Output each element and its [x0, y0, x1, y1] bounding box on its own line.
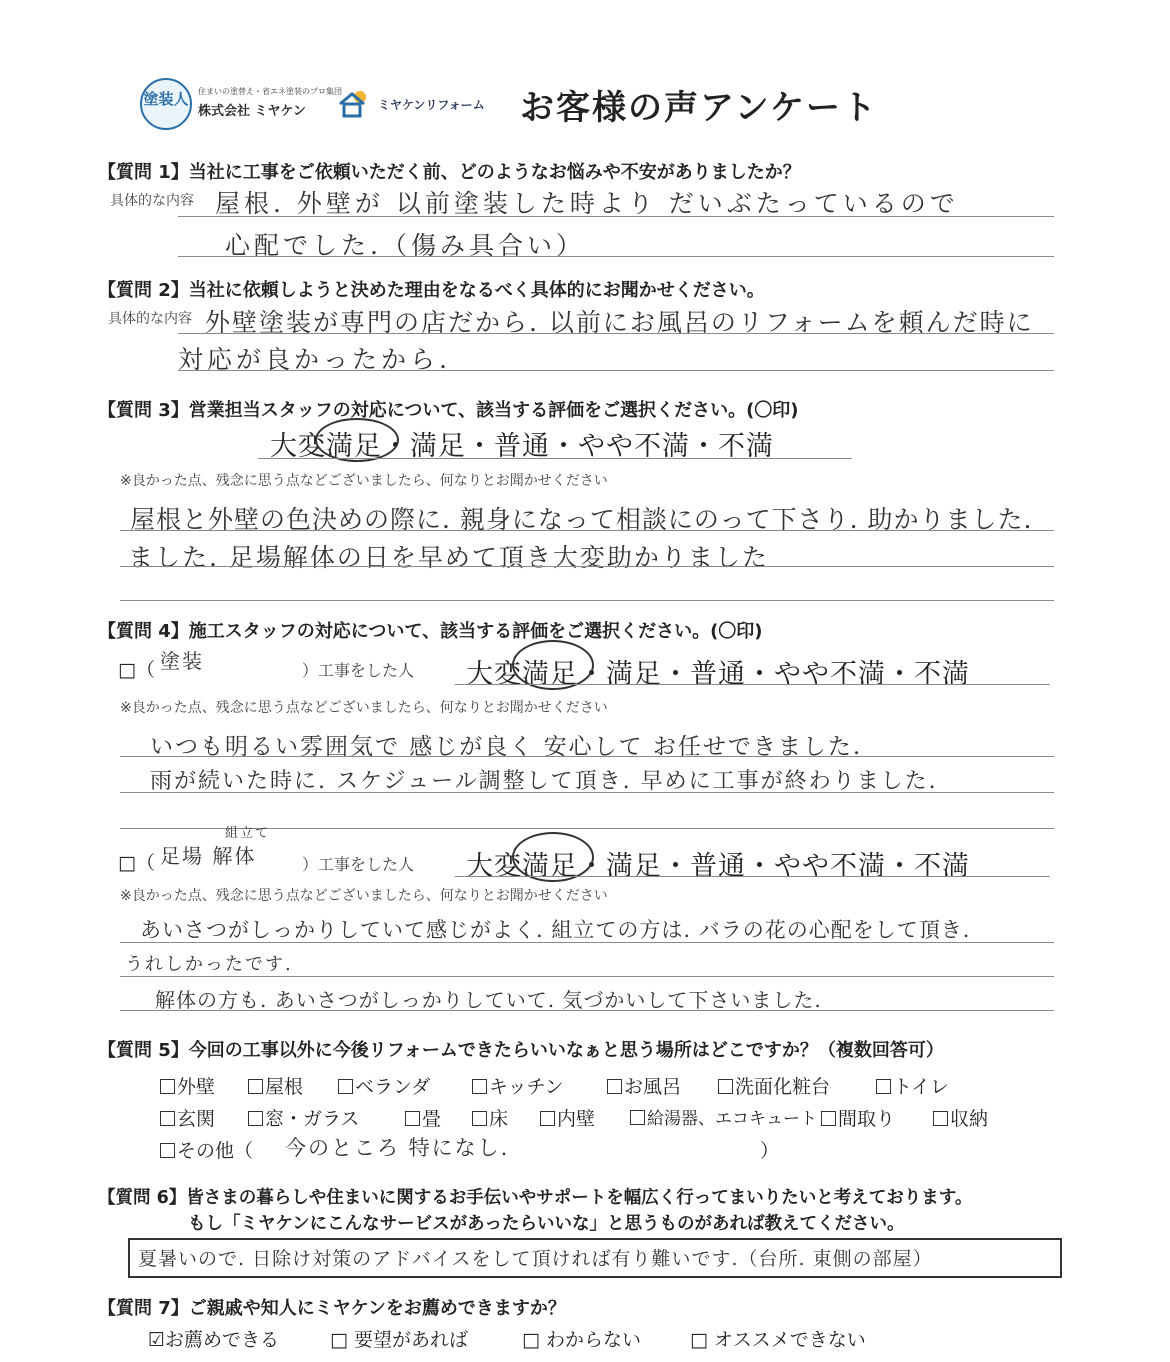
checkbox-icon: [876, 1079, 891, 1094]
q5-option-ofuro[interactable]: [607, 1072, 681, 1099]
q5-option-mado[interactable]: [248, 1104, 359, 1131]
q7-option-recommend[interactable]: ☑お薦めできる: [148, 1329, 280, 1351]
miyaken-logo-badge: [140, 78, 192, 130]
q3-rule-2: [120, 566, 1054, 567]
q5-option-senmen[interactable]: [718, 1072, 830, 1099]
q4-question: 【質問 4】施工スタッフの対応について、該当する評価をご選択ください。(〇印): [98, 621, 763, 642]
q3-selected-circle: [315, 418, 399, 462]
q3-rating-rule: [258, 458, 852, 459]
option-label: 玄関: [177, 1108, 216, 1130]
q7-option-if-requested[interactable]: □ 要望があれば: [330, 1329, 468, 1351]
q5-option-tatami[interactable]: [405, 1104, 441, 1131]
checkbox-icon: [718, 1079, 733, 1094]
q7-option-unsure[interactable]: □ わからない: [522, 1329, 641, 1351]
q6-question-line-2: もし「ミヤケンにこんなサービスがあったらいいな」と思うものがあれば教えてください。: [188, 1214, 905, 1234]
option-label: 間取り: [838, 1108, 896, 1130]
q4-worker2-checkbox[interactable]: □（: [118, 852, 155, 874]
q3-rule-3: [120, 600, 1054, 601]
q5-option-kitchen[interactable]: [472, 1072, 564, 1099]
option-label: 外壁: [177, 1076, 216, 1098]
q1-answer-line-1: 屋根. 外壁が 以前塗装した時より だいぶたっているので: [215, 189, 959, 218]
company-tagline: 住まいの塗替え・省エネ塗装のプロ集団: [198, 87, 342, 96]
q4-worker2-answer-line-2: うれしかったです.: [125, 954, 293, 975]
option-label: 屋根: [265, 1076, 304, 1098]
q4-worker2-name-note: 組立て: [225, 826, 271, 841]
q1-question: 【質問 1】当社に工事をご依頼いただく前、どのようなお悩みや不安がありましたか？: [98, 162, 801, 183]
q5-option-naiheki[interactable]: [540, 1104, 595, 1131]
q4-worker2-rating-scale: 大変満足・満足・普通・やや不満・不満: [466, 851, 970, 882]
q5-other-close-paren: ）: [760, 1140, 780, 1162]
q4-worker1-checkbox[interactable]: □（: [118, 659, 155, 681]
option-label: キッチン: [489, 1076, 564, 1098]
q3-rating-scale: 大変満足・満足・普通・やや不満・不満: [270, 431, 774, 462]
q2-answer-line-1: 外壁塗装が専門の店だから. 以前にお風呂のリフォームを頼んだ時に: [205, 308, 1034, 337]
q5-option-veranda[interactable]: [338, 1072, 430, 1099]
q4-worker1-answer-line-2: 雨が続いた時に. スケジュール調整して頂き. 早めに工事が終わりました.: [150, 769, 938, 794]
option-label: 給湯器、エコキュート: [647, 1109, 817, 1129]
q3-comment-prompt: ※良かった点、残念に思う点などございましたら、何なりとお聞かせください: [120, 473, 608, 489]
checkbox-icon: [933, 1111, 948, 1126]
q5-option-kyutoki[interactable]: [630, 1104, 817, 1129]
header-logos: [140, 78, 520, 128]
q4-worker1-rule-2: [120, 792, 1054, 793]
q6-question-line-1: 【質問 6】皆さまの暮らしや住まいに関するお手伝いやサポートを幅広く行ってまいりたいと考えております。: [98, 1188, 973, 1208]
checkbox-icon: [630, 1110, 645, 1125]
q5-option-other[interactable]: [160, 1136, 253, 1163]
q3-question: 【質問 3】営業担当スタッフの対応について、該当する評価をご選択ください。(〇印): [98, 400, 799, 421]
option-label: 内壁: [557, 1108, 596, 1130]
checkbox-icon: [160, 1143, 175, 1158]
option-label: 畳: [422, 1108, 442, 1130]
q3-answer-line-2: ました. 足場解体の日を早めて頂き大変助かりました: [128, 543, 769, 572]
reform-house-icon: [338, 88, 374, 118]
logo-badge-text: 塗装人: [143, 90, 189, 108]
q4-worker2-name: 足場 解体: [160, 844, 257, 868]
page-title: お客様の声アンケート: [520, 88, 878, 128]
q4-worker1-answer-line-1: いつも明るい雰囲気で 感じが良く 安心して お任せできました.: [150, 734, 863, 760]
checkbox-icon: [540, 1111, 555, 1126]
q4-worker1-selected-circle: [512, 640, 594, 690]
checkbox-icon: [472, 1111, 487, 1126]
q4-worker1-comment-prompt: ※良かった点、残念に思う点などございましたら、何なりとお聞かせください: [120, 700, 608, 716]
q1-rule-2: [178, 256, 1054, 257]
checkbox-icon: [160, 1079, 175, 1094]
q2-concrete-label: 具体的な内容: [108, 311, 192, 327]
q4-worker1-name: 塗装: [160, 649, 204, 673]
q5-option-gaiheki[interactable]: [160, 1072, 215, 1099]
q5-other-value: 今のところ 特になし.: [285, 1136, 510, 1160]
reform-brand-name: ミヤケンリフォーム: [378, 98, 485, 112]
q4-worker2-answer-line-3: 解体の方も. あいさつがしっかりしていて. 気づかいして下さいました.: [155, 988, 822, 1012]
q5-question: 【質問 5】今回の工事以外に今後リフォームできたらいいなぁと思う場所はどこですか？（複数回答可）: [98, 1040, 944, 1061]
q5-option-toilet[interactable]: [876, 1072, 949, 1099]
option-label: トイレ: [893, 1076, 950, 1098]
q4-worker1-rule-1: [120, 756, 1054, 757]
q4-worker1-label: ）工事をした人: [302, 661, 415, 680]
q5-option-yane[interactable]: [248, 1072, 303, 1099]
checkbox-icon: [160, 1111, 175, 1126]
q5-option-yuka[interactable]: [472, 1104, 508, 1131]
q4-worker1-rating-scale: 大変満足・満足・普通・やや不満・不満: [466, 659, 970, 690]
checkbox-icon: [248, 1111, 263, 1126]
option-label: ベランダ: [355, 1076, 431, 1098]
q1-rule-1: [178, 216, 1054, 217]
checkbox-icon: [472, 1079, 487, 1094]
checkbox-icon: [821, 1111, 836, 1126]
option-label: 窓・ガラス: [265, 1108, 360, 1130]
q4-worker2-rule-2: [120, 976, 1054, 977]
q5-option-shuno[interactable]: [933, 1104, 988, 1131]
company-name: 株式会社 ミヤケン: [198, 104, 306, 119]
q1-answer-line-2: 心配でした.（傷み具合い）: [225, 231, 585, 260]
q1-concrete-label: 具体的な内容: [110, 193, 194, 209]
q2-question: 【質問 2】当社に依頼しようと決めた理由をなるべく具体的にお聞かせください。: [98, 280, 765, 301]
q3-rule-1: [120, 530, 1054, 531]
q4-worker1-rating-rule: [455, 684, 1050, 685]
q4-worker2-comment-prompt: ※良かった点、残念に思う点などございましたら、何なりとお聞かせください: [120, 888, 608, 904]
q4-worker2-rule-3: [120, 1010, 1054, 1011]
checkbox-icon: [405, 1111, 420, 1126]
q2-answer-line-2: 対応が良かったから.: [178, 345, 451, 374]
option-label: その他（: [177, 1140, 254, 1162]
q5-option-madori[interactable]: [821, 1104, 895, 1131]
option-label: 洗面化粧台: [735, 1076, 831, 1098]
q4-worker2-label: ）工事をした人: [302, 855, 415, 874]
q4-worker2-selected-circle: [512, 832, 594, 882]
q4-worker2-rule-1: [120, 942, 1054, 943]
checkbox-icon: [607, 1079, 622, 1094]
q3-answer-line-1: 屋根と外壁の色決めの際に. 親身になって相談にのって下さり. 助かりました.: [130, 505, 1033, 534]
checkbox-icon: [338, 1079, 353, 1094]
q2-rule-2: [178, 370, 1054, 371]
option-label: 床: [489, 1108, 509, 1130]
q7-option-not-recommend[interactable]: □ オススメできない: [690, 1329, 866, 1351]
q4-worker2-rating-rule: [455, 876, 1050, 877]
q2-rule-1: [178, 333, 1054, 334]
checkbox-icon: [248, 1079, 263, 1094]
q4-worker2-answer-line-1: あいさつがしっかりしていて感じがよく. 組立ての方は. バラの花の心配をして頂き.: [140, 918, 971, 942]
q6-answer: 夏暑いので. 日除け対策のアドバイスをして頂ければ有り難いです.（台所. 東側の部屋）: [138, 1248, 933, 1270]
q7-question: 【質問 7】ご親戚や知人にミヤケンをお薦めできますか？: [98, 1298, 566, 1319]
option-label: お風呂: [624, 1076, 682, 1098]
option-label: 収納: [950, 1108, 989, 1130]
q5-option-genkan[interactable]: [160, 1104, 215, 1131]
